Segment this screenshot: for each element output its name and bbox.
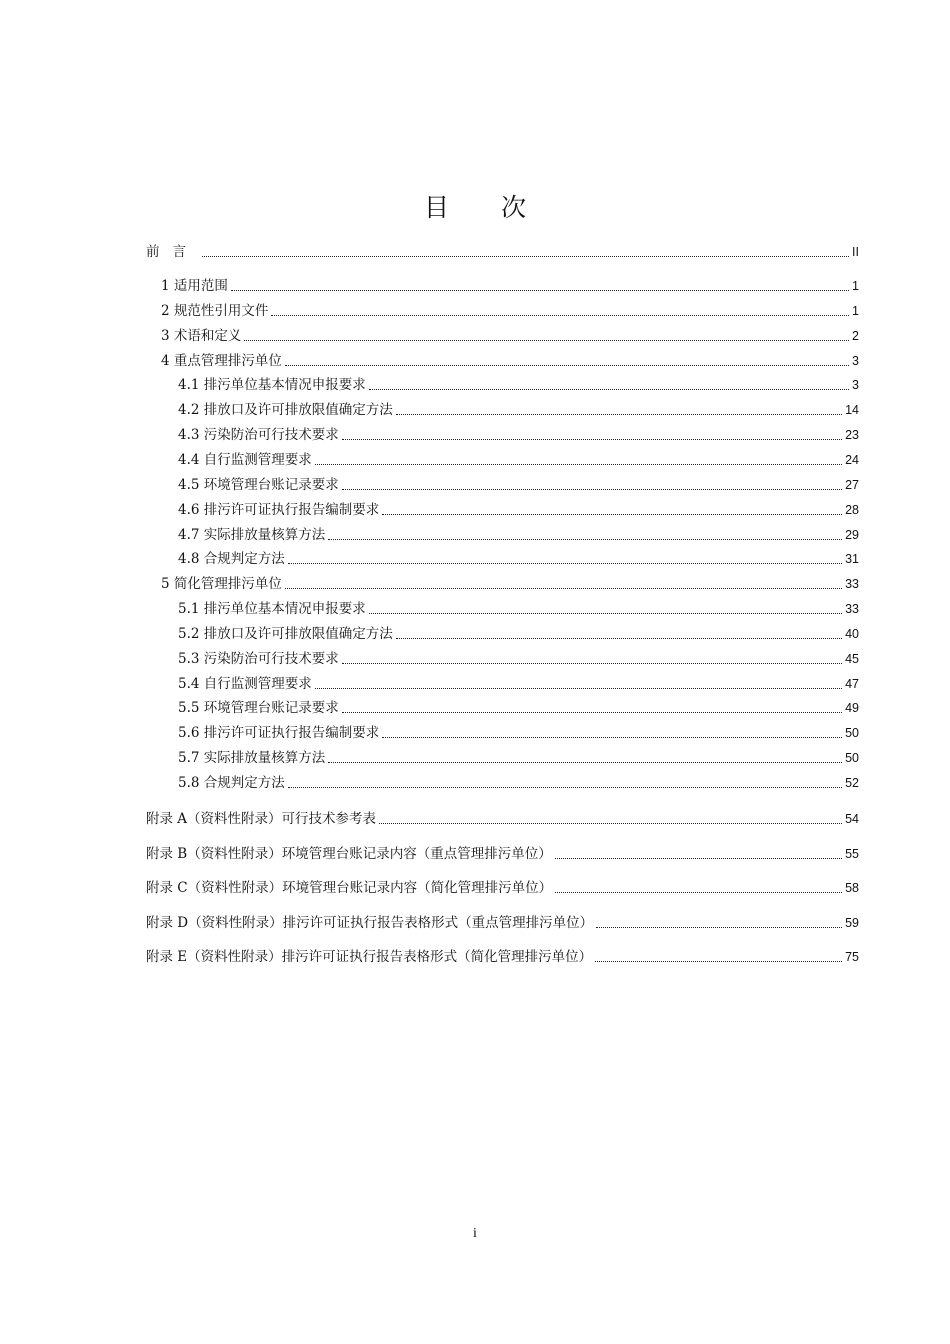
toc-leader-dots — [396, 638, 842, 639]
toc-entry[interactable] — [178, 698, 859, 718]
toc-entry[interactable] — [178, 450, 859, 470]
toc-leader-dots — [288, 563, 842, 564]
toc-entry-page: 33 — [845, 602, 859, 617]
toc-entry-page: 31 — [845, 552, 859, 567]
toc-entry[interactable] — [178, 624, 859, 644]
toc-entry[interactable] — [161, 351, 859, 371]
toc-entry-label: 4.8 合规判定方法 — [178, 551, 285, 568]
toc-entry[interactable] — [178, 674, 859, 694]
toc-entry[interactable] — [178, 773, 859, 793]
toc-entry-label: 5.2 排放口及许可排放限值确定方法 — [178, 625, 393, 642]
toc-entry-page: 29 — [845, 527, 859, 542]
toc-leader-dots — [315, 688, 842, 689]
toc-entry-label: 5.7 实际排放量核算方法 — [178, 750, 326, 767]
toc-entry[interactable] — [146, 878, 859, 898]
toc-entry-label: 前言 — [146, 244, 199, 260]
toc-entry-label: 4.7 实际排放量核算方法 — [178, 526, 326, 543]
toc-entry-page: 2 — [852, 328, 859, 343]
toc-leader-dots — [342, 489, 842, 490]
toc-entry-label: 5.8 合规判定方法 — [178, 775, 285, 791]
toc-entry-page: 50 — [845, 726, 859, 741]
toc-entry-label: 4.1 排污单位基本情况申报要求 — [178, 377, 366, 394]
toc-entry-page: 3 — [852, 353, 859, 368]
toc-leader-dots — [328, 762, 842, 763]
toc-entry[interactable] — [146, 947, 859, 967]
toc-entry-label: 5.5 环境管理台账记录要求 — [178, 700, 339, 717]
toc-entry-page: 3 — [852, 378, 859, 393]
toc-entry-page: 1 — [852, 279, 859, 293]
toc-entry-label: 附录 A（资料性附录）可行技术参考表 — [146, 811, 377, 827]
toc-entry[interactable] — [161, 276, 859, 296]
toc-leader-dots — [382, 514, 842, 515]
page-title: 目 次 — [424, 193, 548, 222]
toc-entry-label: 附录 D（资料性附录）排污许可证执行报告表格形式（重点管理排污单位） — [146, 915, 594, 931]
toc-entry[interactable] — [178, 525, 859, 545]
toc-entry-label: 4.4 自行监测管理要求 — [178, 451, 312, 468]
toc-entry[interactable] — [178, 425, 859, 445]
toc-leader-dots — [396, 414, 842, 415]
toc-entry-page: 52 — [845, 776, 859, 790]
toc-entry[interactable] — [146, 913, 859, 933]
toc-leader-dots — [555, 892, 842, 893]
toc-entry-label: 2 规范性引用文件 — [161, 302, 269, 319]
toc-leader-dots — [244, 340, 849, 341]
toc-entry-label: 5.6 排污许可证执行报告编制要求 — [178, 725, 380, 742]
toc-leader-dots — [596, 927, 842, 928]
toc-entry[interactable] — [178, 599, 859, 619]
toc-entry-page: II — [852, 245, 859, 259]
toc-leader-dots — [315, 464, 842, 465]
toc-leader-dots — [342, 663, 842, 664]
toc-entry-page: 45 — [845, 651, 859, 666]
toc-leader-dots — [285, 588, 842, 589]
toc-leader-dots — [595, 961, 842, 962]
toc-entry-label: 4.5 环境管理台账记录要求 — [178, 476, 339, 493]
toc-entry-page: 47 — [845, 676, 859, 691]
toc-leader-dots — [379, 823, 842, 824]
toc-entry-page: 28 — [845, 502, 859, 517]
toc-entry-page: 33 — [845, 577, 859, 592]
toc-entry-label: 附录 C（资料性附录）环境管理台账记录内容（简化管理排污单位） — [146, 880, 553, 896]
toc-entry[interactable] — [146, 242, 859, 262]
toc-leader-dots — [271, 315, 849, 316]
toc-entry[interactable] — [178, 375, 859, 395]
toc-entry-label: 5.4 自行监测管理要求 — [178, 675, 312, 692]
toc-entry[interactable] — [161, 326, 859, 346]
toc-entry[interactable] — [178, 475, 859, 495]
toc-entry-label: 5.3 污染防治可行技术要求 — [178, 650, 339, 667]
toc-entry[interactable] — [178, 748, 859, 768]
toc-entry-label: 附录 B（资料性附录）环境管理台账记录内容（重点管理排污单位） — [146, 846, 552, 862]
toc-leader-dots — [231, 290, 849, 291]
toc-entry-page: 75 — [845, 950, 859, 964]
toc-entry-page: 23 — [845, 428, 859, 443]
toc-entry-label: 1 适用范围 — [161, 278, 228, 294]
toc-entry-page: 1 — [852, 303, 859, 318]
toc-entry-label: 附录 E（资料性附录）排污许可证执行报告表格形式（简化管理排污单位） — [146, 949, 593, 965]
toc-entry[interactable] — [178, 649, 859, 669]
toc-entry-label: 4.2 排放口及许可排放限值确定方法 — [178, 402, 393, 419]
page-number: i — [473, 1226, 477, 1241]
toc-entry[interactable] — [178, 723, 859, 743]
toc-leader-dots — [342, 712, 842, 713]
toc-entry-label: 5 简化管理排污单位 — [161, 576, 282, 593]
toc-entry-page: 50 — [845, 751, 859, 766]
toc-entry-page: 40 — [845, 626, 859, 641]
toc-entry-page: 59 — [845, 916, 859, 930]
toc-entry-page: 54 — [845, 812, 859, 826]
toc-entry-page: 49 — [845, 701, 859, 716]
toc-leader-dots — [288, 787, 842, 788]
toc-entry[interactable] — [178, 500, 859, 520]
toc-leader-dots — [202, 256, 849, 257]
toc-entry-label: 5.1 排污单位基本情况申报要求 — [178, 601, 366, 618]
toc-leader-dots — [285, 365, 849, 366]
toc-entry[interactable] — [178, 400, 859, 420]
toc-entry-label: 4.6 排污许可证执行报告编制要求 — [178, 501, 380, 518]
toc-leader-dots — [555, 858, 842, 859]
toc-entry-label: 4 重点管理排污单位 — [161, 352, 282, 369]
toc-entry-page: 58 — [845, 881, 859, 895]
toc-entry-label: 3 术语和定义 — [161, 327, 242, 344]
toc-entry-page: 27 — [845, 477, 859, 492]
toc-entry-label: 4.3 污染防治可行技术要求 — [178, 427, 339, 444]
toc-entry[interactable] — [146, 809, 859, 829]
toc-entry-page: 14 — [845, 403, 859, 418]
toc-entry-page: 24 — [845, 452, 859, 467]
toc-entry[interactable] — [161, 574, 859, 594]
toc-entry[interactable] — [161, 301, 859, 321]
toc-leader-dots — [369, 389, 849, 390]
toc-entry-page: 55 — [845, 847, 859, 861]
toc-leader-dots — [369, 613, 842, 614]
toc-leader-dots — [328, 539, 842, 540]
toc-entry[interactable] — [146, 844, 859, 864]
toc-leader-dots — [382, 737, 842, 738]
toc-leader-dots — [342, 439, 842, 440]
toc-entry[interactable] — [178, 549, 859, 569]
